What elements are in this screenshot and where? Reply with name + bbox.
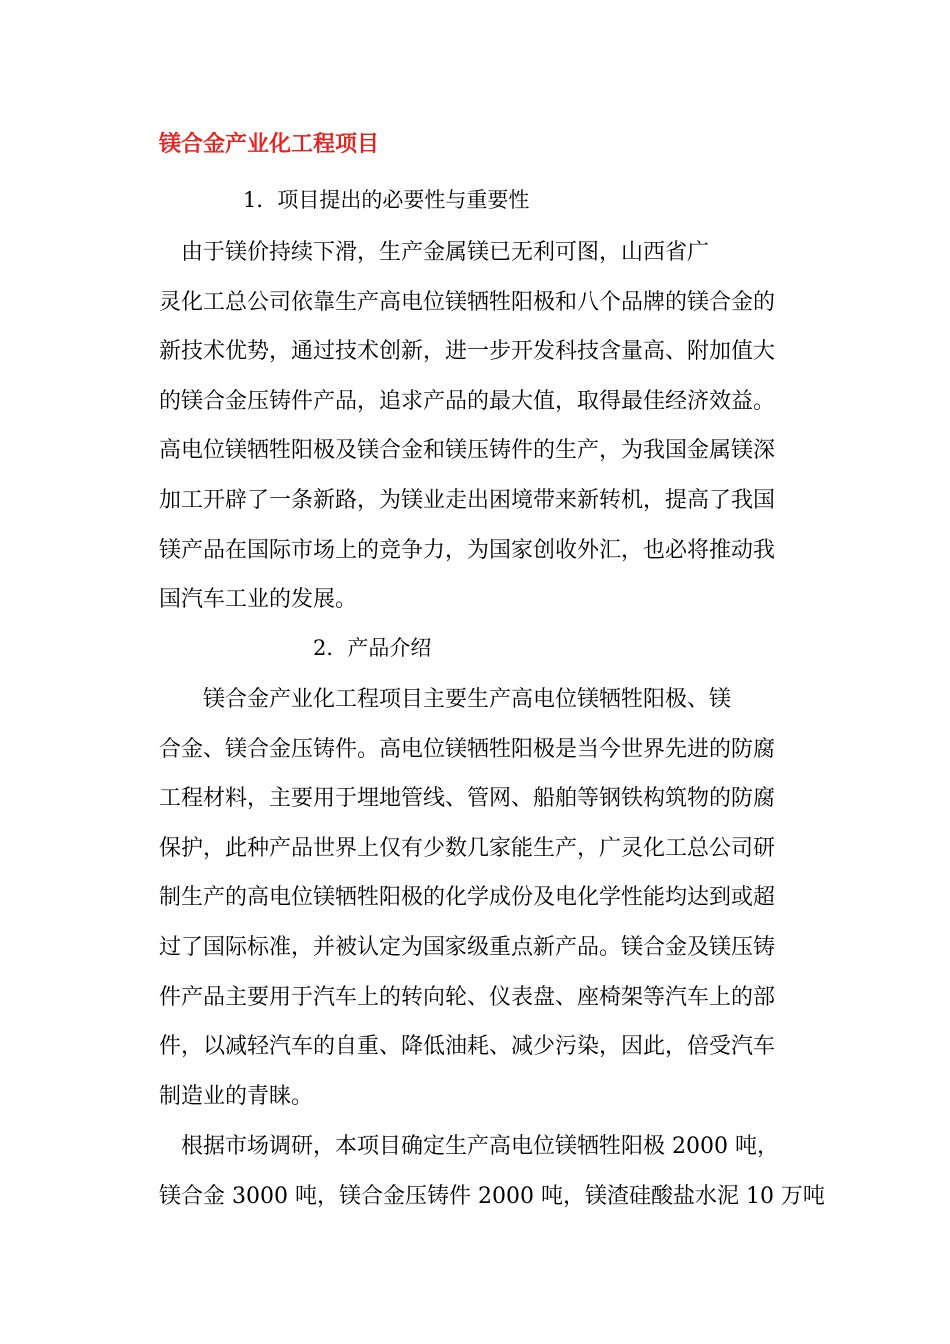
section-3-paragraph <box>159 1122 839 1221</box>
paragraph-line: 件产品主要用于汽车上的转向轮、仪表盘、座椅架等汽车上的部 <box>159 984 776 1010</box>
paragraph-line: 镁产品在国际市场上的竞争力，为国家创收外汇，也必将推动我 <box>159 537 776 563</box>
paragraph-line: 国汽车工业的发展。 <box>159 587 358 613</box>
paragraph-line: 灵化工总公司依靠生产高电位镁牺牲阳极和八个品牌的镁合金的 <box>159 289 776 315</box>
paragraph-line: 过了国际标准，并被认定为国家级重点新产品。镁合金及镁压铸 <box>159 934 776 960</box>
paragraph-line: 加工开辟了一条新路，为镁业走出困境带来新转机，提高了我国 <box>159 487 776 513</box>
section-2-paragraph <box>159 675 839 1121</box>
paragraph-line: 工程材料，主要用于埋地管线、管网、船舶等钢铁构筑物的防腐 <box>159 786 776 812</box>
paragraph-line: 高电位镁牺牲阳极及镁合金和镁压铸件的生产，为我国金属镁深 <box>159 438 776 464</box>
paragraph-line: 由于镁价持续下滑，生产金属镁已无利可图，山西省广 <box>159 240 710 265</box>
paragraph-line: 新技术优势，通过技术创新，进一步开发科技含量高、附加值大 <box>159 339 776 365</box>
paragraph-line: 保护，此种产品世界上仅有少数几家能生产，广灵化工总公司研 <box>159 835 776 861</box>
section-1-heading: 1．项目提出的必要性与重要性 <box>243 188 530 212</box>
paragraph-line: 的镁合金压铸件产品，追求产品的最大值，取得最佳经济效益。 <box>159 388 776 414</box>
paragraph-line: 镁合金产业化工程项目主要生产高电位镁牺牲阳极、镁 <box>159 687 732 712</box>
paragraph-line: 制造业的青睐。 <box>159 1083 314 1109</box>
document-title: 镁合金产业化工程项目 <box>159 132 380 157</box>
paragraph-line: 件，以减轻汽车的自重、降低油耗、减少污染，因此，倍受汽车 <box>159 1034 776 1060</box>
section-2-heading: 2．产品介绍 <box>313 636 432 660</box>
paragraph-line: 根据市场调研，本项目确定生产高电位镁牺牲阳极 2000 吨， <box>159 1134 779 1159</box>
paragraph-line: 合金、镁合金压铸件。高电位镁牺牲阳极是当今世界先进的防腐 <box>159 736 776 762</box>
paragraph-line: 制生产的高电位镁牺牲阳极的化学成份及电化学性能均达到或超 <box>159 885 776 911</box>
paragraph-line: 镁合金 3000 吨，镁合金压铸件 2000 吨，镁渣硅酸盐水泥 10 万吨 <box>159 1183 825 1209</box>
section-1-paragraph <box>159 228 839 625</box>
